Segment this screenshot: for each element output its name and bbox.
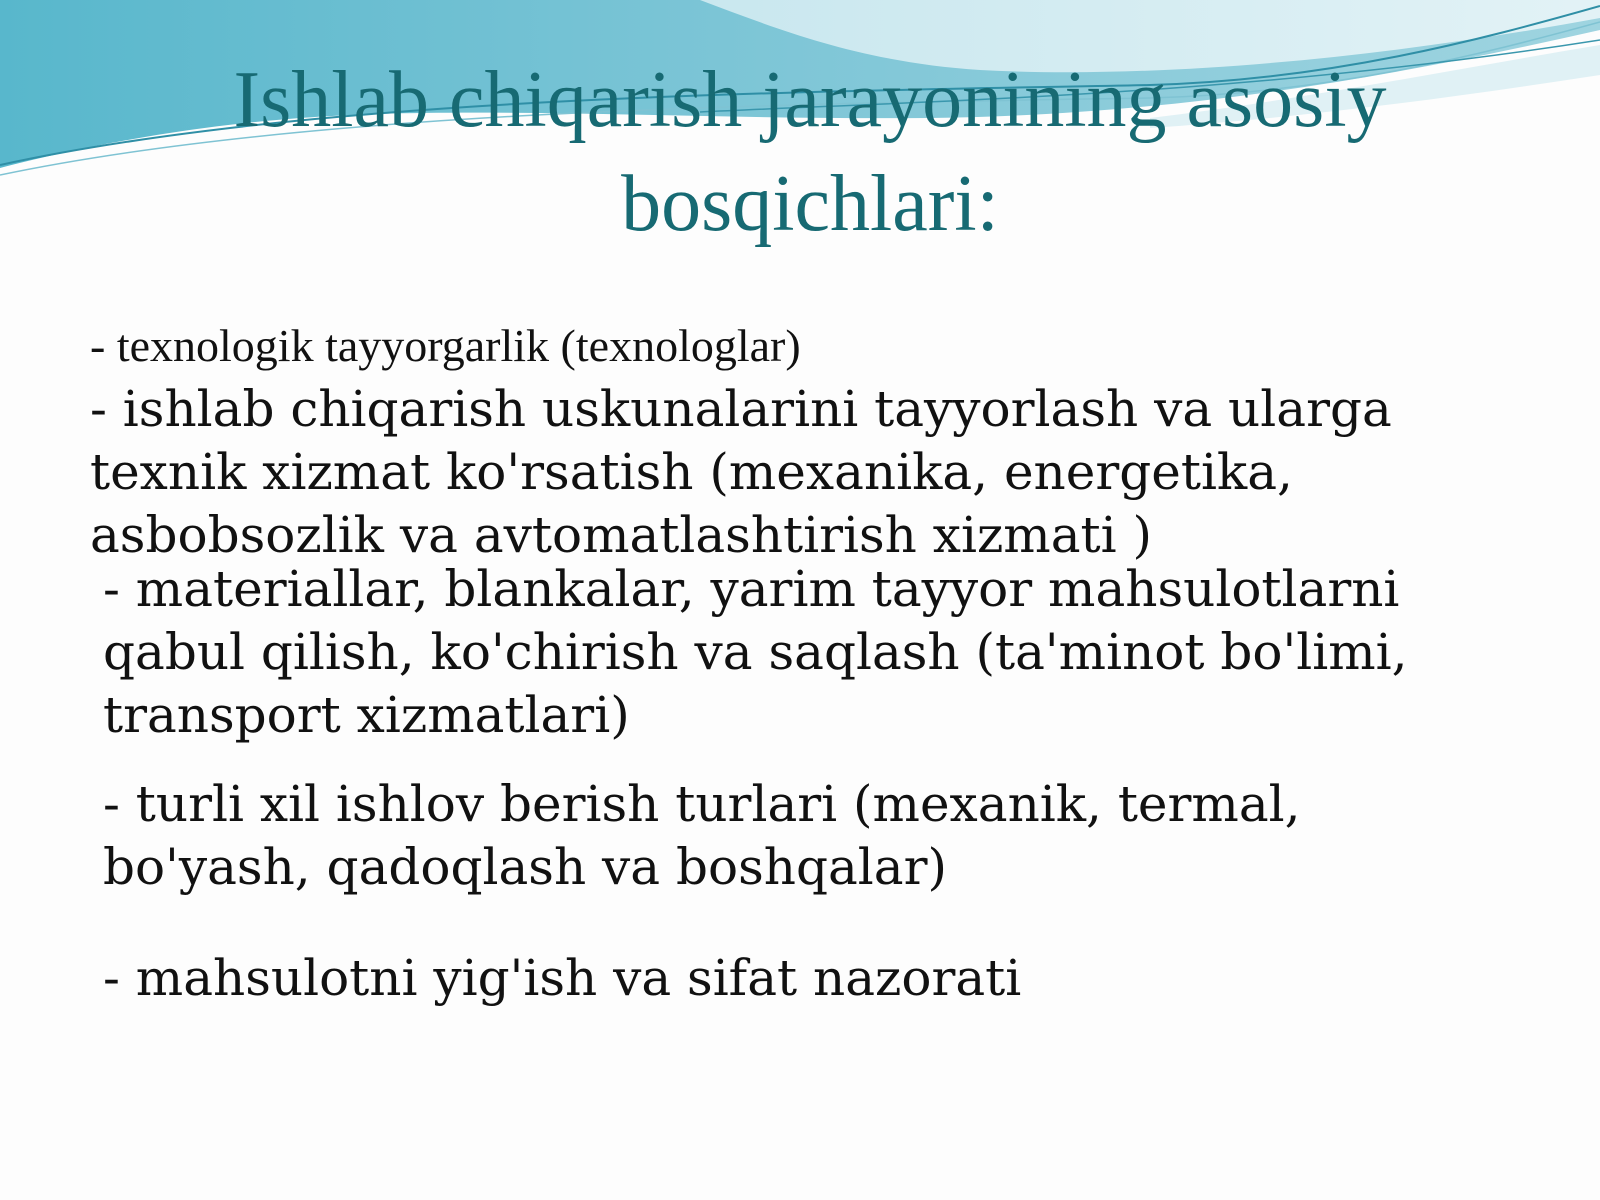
slide-title: Ishlab chiqarish jarayonining asosiy bosqichlari:: [233, 56, 1387, 248]
list-item: - materiallar, blankalar, yarim tayyor mahsulotlarni qabul qilish, ko'chirish va saqlash (ta'minot bo'limi, transport xizmatlari): [103, 560, 1408, 744]
list-item: - texnologik tayyorgarlik (texnologlar): [90, 320, 801, 371]
list-item: - mahsulotni yig'ish va sifat nazorati: [103, 949, 1022, 1007]
list-item: - turli xil ishlov berish turlari (mexanik, termal, bo'yash, qadoqlash va boshqalar): [103, 775, 1301, 896]
list-item: - ishlab chiqarish uskunalarini tayyorlash va ularga texnik xizmat ko'rsatish (mexanika, energetika, asbobsozlik va avtomatlashtirish xizmati ): [90, 380, 1392, 564]
